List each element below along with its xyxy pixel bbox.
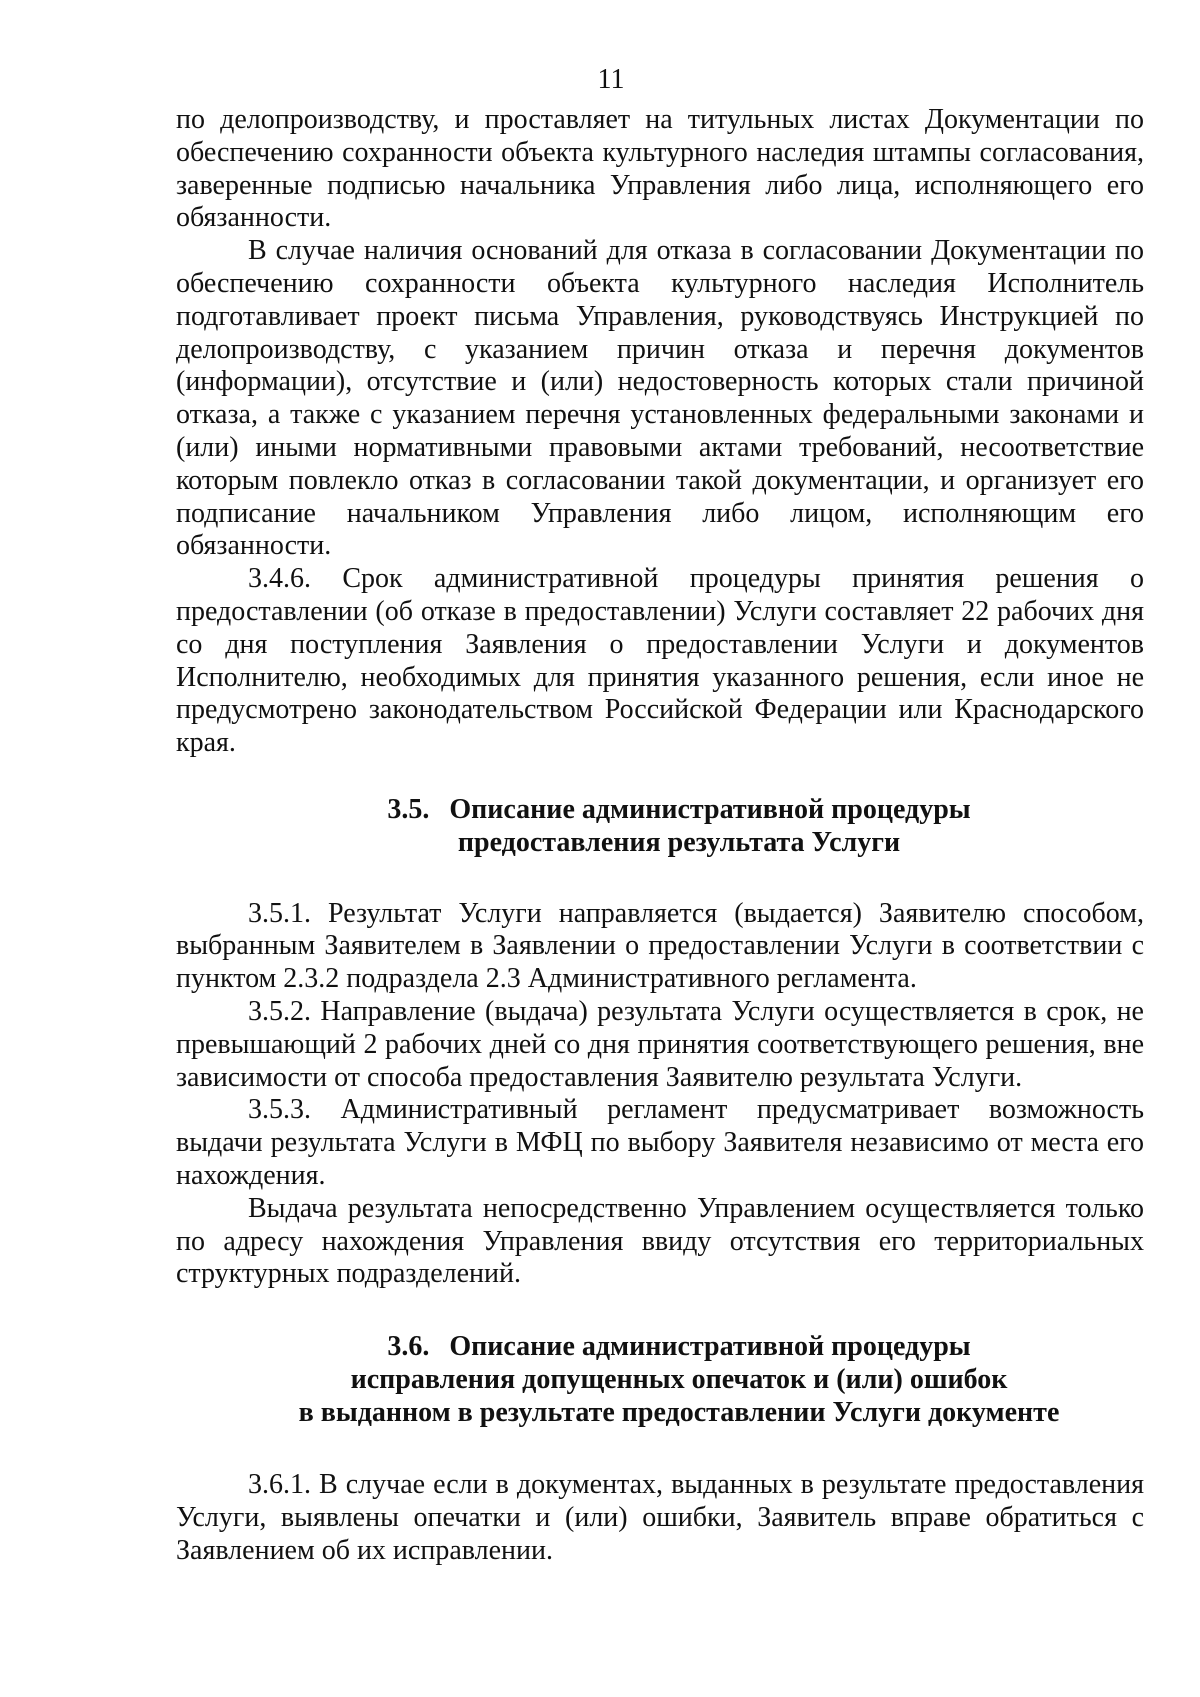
section-number-3-5: 3.5. <box>387 793 430 825</box>
paragraph-3-6-1: 3.6.1. В случае если в документах, выданных в результате предоставления Услуги, выявлены опечатки и (или) ошибки, Заявитель вправе обратиться с Заявлением об их исправлении. <box>176 1469 1144 1567</box>
page-number: 11 <box>597 64 625 95</box>
section-heading-3-5 <box>176 794 1144 860</box>
document-body <box>176 104 1144 1568</box>
section-title-3-5-line1: Описание административной процедуры <box>449 793 971 825</box>
paragraph-3-5-2: 3.5.2. Направление (выдача) результата Услуги осуществляется в срок, не превышающий 2 рабочих дней со дня принятия соответствующего решения, вне зависимости от способа предоставления Заявителю результата Услуги. <box>176 995 1144 1093</box>
paragraph-3-5-1: 3.5.1. Результат Услуги направляется (выдается) Заявителю способом, выбранным Заявителем в Заявлении о предоставлении Услуги в соответствии с пунктом 2.3.2 подраздела 2.3 Административного регламента. <box>176 897 1144 995</box>
section-heading-3-6 <box>176 1331 1144 1429</box>
section-title-3-5-line2: предоставления результата Услуги <box>457 826 901 858</box>
paragraph-issuance: Выдача результата непосредственно Управлением осуществляется только по адресу нахождения Управления ввиду отсутствия его территориальных структурных подразделений. <box>176 1192 1144 1290</box>
section-title-3-6-line1: Описание административной процедуры <box>449 1331 971 1363</box>
paragraph-refusal-case: В случае наличия оснований для отказа в согласовании Документации по обеспечению сохранности объекта культурного наследия Исполнитель подготавливает проект письма Управления, руководствуясь Инструкцией по делопроизводству, с указанием причин отказа и перечня документов (информации), отсутствие и (или) недостоверность которых стали причиной отказа, а также с указанием перечня установленных федеральными законами и (или) иными нормативными правовыми актами требований, несоответствие которым повлекло отказ в согласовании такой документации, и организует его подписание начальником Управления либо лицом, исполняющим его обязанности. <box>176 235 1144 562</box>
section-number-3-6: 3.6. <box>387 1331 430 1363</box>
paragraph-3-4-6: 3.4.6. Срок административной процедуры принятия решения о предоставлении (об отказе в предоставлении) Услуги составляет 22 рабочих дня со дня поступления Заявления о предоставлении Услуги и документов Исполнителю, необходимых для принятия указанного решения, если иное не предусмотрено законодательством Российской Федерации или Краснодарского края. <box>176 563 1144 759</box>
section-title-3-6-line3: в выданном в результате предоставлении Услуги документе <box>298 1396 1060 1428</box>
paragraph-continuation: по делопроизводству, и проставляет на титульных листах Документации по обеспечению сохранности объекта культурного наследия штампы согласования, заверенные подписью начальника Управления либо лица, исполняющего его обязанности. <box>176 104 1144 234</box>
paragraph-3-5-3: 3.5.3. Административный регламент предусматривает возможность выдачи результата Услуги в МФЦ по выбору Заявителя независимо от места его нахождения. <box>176 1094 1144 1191</box>
section-title-3-6-line2: исправления допущенных опечаток и (или) ошибок <box>350 1363 1008 1395</box>
